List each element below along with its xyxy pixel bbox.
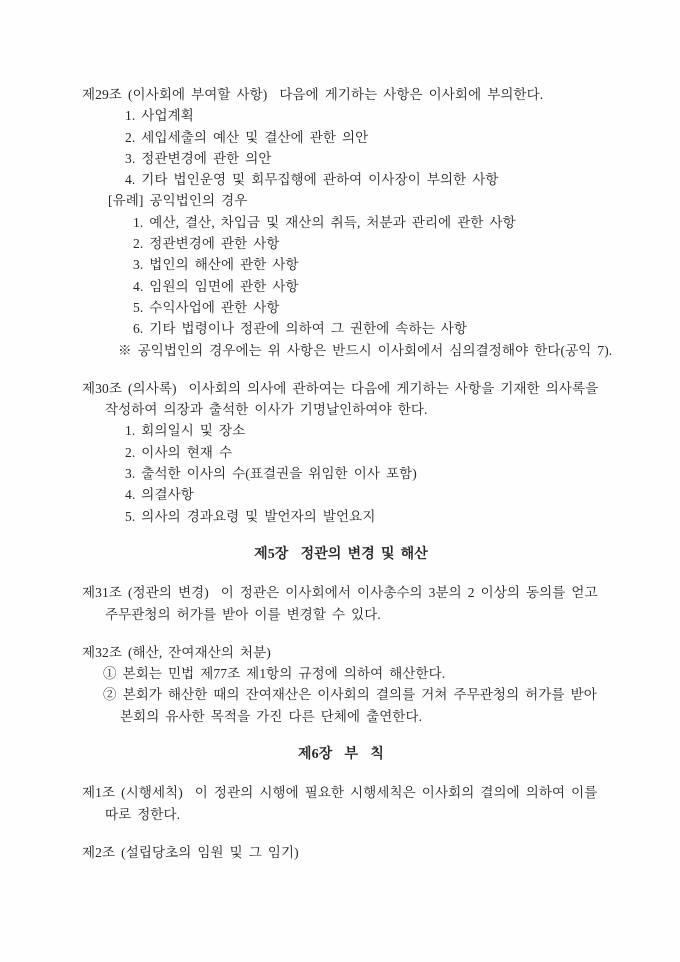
example-label: [유례] 공익법인의 경우 bbox=[108, 193, 248, 209]
spacer bbox=[82, 565, 630, 582]
spacer bbox=[82, 765, 630, 782]
article-31-heading: 제31조 (정관의 변경) 이 정관은 이사회에서 이사총수의 3분의 2 이상의 동의를 얻고 bbox=[82, 585, 598, 601]
addendum-article-1: 제1조 (시행세칙) 이 정관의 시행에 필요한 시행세칙은 이사회의 결의에 의하여 이를 bbox=[82, 785, 598, 801]
public-corp-note: ※ 공익법인의 경우에는 위 사항은 반드시 이사회에서 심의결정해야 한다(공익 7). bbox=[118, 342, 613, 358]
chapter-6-heading: 제6장 부 칙 bbox=[298, 747, 384, 763]
example-item-4: 4. 임원의 임면에 관한 사항 bbox=[133, 278, 299, 294]
article-32-clause-1: ① 본회는 민법 제77조 제1항의 규정에 의하여 해산한다. bbox=[103, 666, 446, 682]
article-30-item-3: 3. 출석한 이사의 수(표결권을 위임한 이사 포함) bbox=[125, 466, 417, 482]
example-item-2: 2. 정관변경에 관한 사항 bbox=[133, 236, 280, 252]
article-29-heading: 제29조 (이사회에 부여할 사항) 다음에 게기하는 사항은 이사회에 부의한다. bbox=[82, 87, 544, 102]
article-30-continuation: 작성하여 의장과 출석한 이사가 기명날인하여야 한다. bbox=[105, 402, 428, 418]
article-30-item-1: 1. 회의일시 및 장소 bbox=[125, 423, 246, 439]
article-30-item-2: 2. 이사의 현재 수 bbox=[125, 444, 233, 460]
spacer bbox=[82, 361, 630, 378]
example-item-6: 6. 기타 법령이나 정관에 의하여 그 권한에 속하는 사항 bbox=[133, 321, 468, 337]
chapter-5-heading: 제5장 정관의 변경 및 해산 bbox=[254, 546, 428, 562]
article-32-heading: 제32조 (해산, 잔여재산의 처분) bbox=[82, 644, 271, 660]
article-31-continuation: 주무관청의 허가를 받아 이를 변경할 수 있다. bbox=[105, 606, 381, 622]
article-30-item-5: 5. 의사의 경과요령 및 발언자의 발언요지 bbox=[125, 508, 376, 524]
article-32-clause-2-cont: 본회의 유사한 목적을 가진 다른 단체에 출연한다. bbox=[120, 708, 423, 724]
example-item-3: 3. 법인의 해산에 관한 사항 bbox=[133, 257, 299, 273]
article-29-item-4: 4. 기타 법인운영 및 회무집행에 관하여 이사장이 부의한 사항 bbox=[125, 172, 499, 188]
addendum-article-1-cont: 따로 정한다. bbox=[105, 806, 181, 822]
article-29-item-1: 1. 사업계획 bbox=[125, 108, 194, 124]
example-item-1: 1. 예산, 결산, 차입금 및 재산의 취득, 처분과 관리에 관한 사항 bbox=[133, 214, 516, 230]
spacer bbox=[82, 625, 630, 642]
article-29-item-3: 3. 정관변경에 관한 의안 bbox=[125, 150, 272, 166]
article-30-heading: 제30조 (의사록) 이사회의 의사에 관하여는 다음에 게기하는 사항을 기재한 의사록을 bbox=[82, 380, 599, 396]
example-item-5: 5. 수익사업에 관한 사항 bbox=[133, 299, 280, 315]
article-29-item-2: 2. 세입세출의 예산 및 결산에 관한 의안 bbox=[125, 129, 369, 145]
article-30-item-4: 4. 의결사항 bbox=[125, 487, 194, 503]
spacer bbox=[82, 727, 630, 744]
spacer bbox=[82, 825, 630, 842]
article-32-clause-2: ② 본회가 해산한 때의 잔여재산은 이사회의 결의를 거쳐 주무관청의 허가를 받아 bbox=[103, 687, 597, 703]
spacer bbox=[82, 527, 630, 544]
addendum-article-2: 제2조 (설립당초의 임원 및 그 임기) bbox=[82, 844, 299, 860]
